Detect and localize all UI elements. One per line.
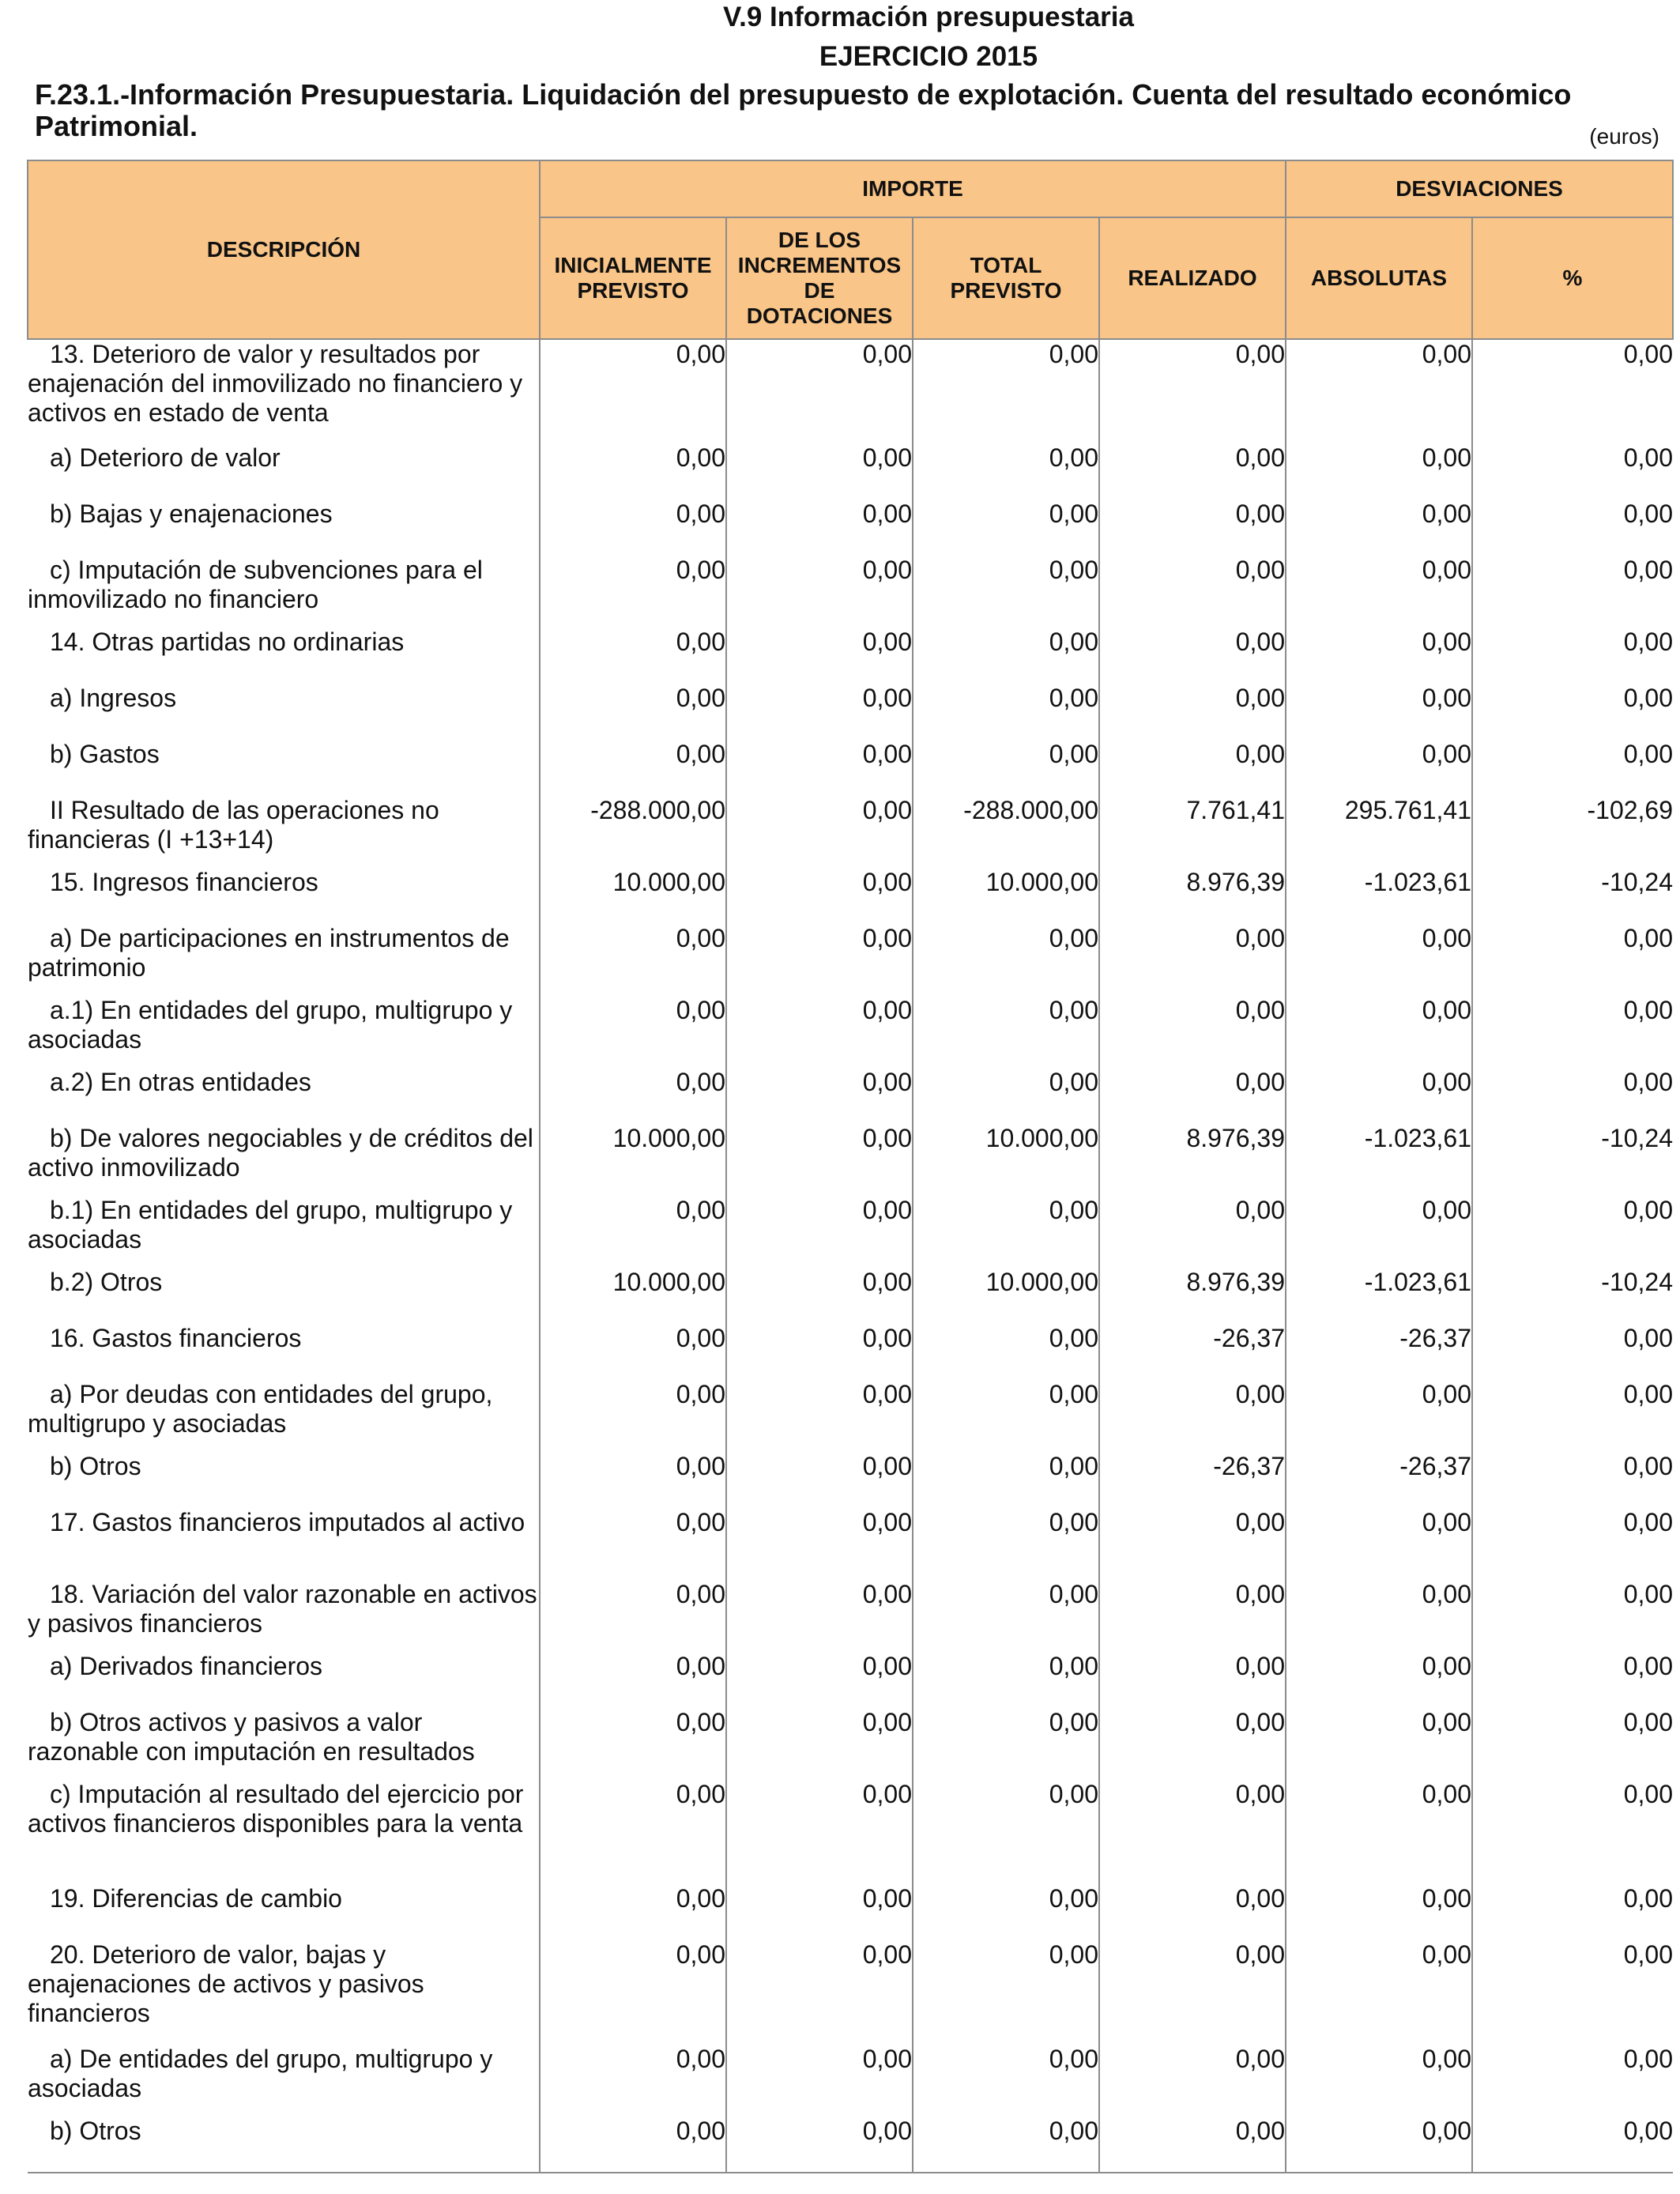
cell-incrementos: 0,00 — [726, 1268, 913, 1324]
cell-realizado: 0,00 — [1099, 1884, 1286, 1940]
cell-inicialmente-previsto: 0,00 — [540, 1068, 726, 1124]
cell-realizado: 8.976,39 — [1099, 1268, 1286, 1324]
cell-incrementos: 0,00 — [726, 1324, 913, 1380]
cell-incrementos: 0,00 — [726, 556, 913, 628]
cell-total-previsto: 0,00 — [913, 1068, 1099, 1124]
table-row — [28, 1452, 1673, 1508]
cell-total-previsto: 0,00 — [913, 556, 1099, 628]
cell-inicialmente-previsto: 0,00 — [540, 924, 726, 996]
cell-total-previsto: 0,00 — [913, 499, 1099, 556]
units-label: (euros) — [1589, 124, 1659, 149]
row-description: a) Derivados financieros — [50, 1652, 323, 1680]
table-row — [28, 996, 1673, 1068]
cell-percent: 0,00 — [1472, 1068, 1673, 1124]
cell-absolutas: -1.023,61 — [1286, 868, 1472, 924]
cell-absolutas: 0,00 — [1286, 628, 1472, 684]
row-description: a) De participaciones en instrumentos de patrimonio — [28, 924, 510, 982]
cell-total-previsto: 10.000,00 — [913, 1268, 1099, 1324]
cell-incrementos: 0,00 — [726, 443, 913, 499]
cell-incrementos: 0,00 — [726, 1068, 913, 1124]
cell-percent: 0,00 — [1472, 1508, 1673, 1580]
cell-absolutas: 0,00 — [1286, 1508, 1472, 1580]
row-description: b) Otros activos y pasivos a valor razonable con imputación en resultados — [28, 1708, 475, 1766]
cell-realizado: 0,00 — [1099, 499, 1286, 556]
cell-inicialmente-previsto: 0,00 — [540, 499, 726, 556]
table-row — [28, 1508, 1673, 1580]
cell-realizado: 0,00 — [1099, 740, 1286, 796]
table-row — [28, 740, 1673, 796]
row-description: 20. Deterioro de valor, bajas y enajenaciones de activos y pasivos financieros — [28, 1940, 424, 2027]
cell-incrementos: 0,00 — [726, 1652, 913, 1708]
cell-realizado: 0,00 — [1099, 2117, 1286, 2173]
table-row — [28, 796, 1673, 868]
cell-realizado: -26,37 — [1099, 1324, 1286, 1380]
cell-incrementos: 0,00 — [726, 1124, 913, 1196]
row-description: a) Por deudas con entidades del grupo, multigrupo y asociadas — [28, 1380, 493, 1438]
cell-percent: 0,00 — [1472, 1380, 1673, 1452]
cell-percent: -10,24 — [1472, 1268, 1673, 1324]
col-header-realizado: REALIZADO — [1099, 217, 1286, 339]
row-description: 16. Gastos financieros — [50, 1324, 302, 1352]
cell-percent: 0,00 — [1472, 339, 1673, 443]
cell-realizado: 0,00 — [1099, 443, 1286, 499]
cell-total-previsto: 0,00 — [913, 1324, 1099, 1380]
cell-inicialmente-previsto: -288.000,00 — [540, 796, 726, 868]
cell-absolutas: 0,00 — [1286, 1708, 1472, 1780]
cell-realizado: 0,00 — [1099, 1580, 1286, 1652]
row-description: b) Otros — [28, 2117, 540, 2173]
cell-percent: 0,00 — [1472, 2117, 1673, 2173]
row-description: a) De entidades del grupo, multigrupo y asociadas — [28, 2045, 493, 2102]
cell-realizado: 0,00 — [1099, 2045, 1286, 2117]
cell-incrementos: 0,00 — [726, 2117, 913, 2173]
col-group-desviaciones: DESVIACIONES — [1286, 160, 1673, 217]
cell-total-previsto: 0,00 — [913, 996, 1099, 1068]
table-row — [28, 1884, 1673, 1940]
cell-percent: 0,00 — [1472, 996, 1673, 1068]
cell-incrementos: 0,00 — [726, 1884, 913, 1940]
cell-percent: 0,00 — [1472, 740, 1673, 796]
cell-absolutas: 0,00 — [1286, 1580, 1472, 1652]
cell-inicialmente-previsto: 0,00 — [540, 339, 726, 443]
cell-incrementos: 0,00 — [726, 1780, 913, 1884]
table-row — [28, 628, 1673, 684]
cell-absolutas: 0,00 — [1286, 443, 1472, 499]
col-header-incrementos: DE LOS INCREMENTOS DE DOTACIONES — [726, 217, 913, 339]
cell-percent: 0,00 — [1472, 499, 1673, 556]
cell-absolutas: -1.023,61 — [1286, 1124, 1472, 1196]
cell-inicialmente-previsto: 0,00 — [540, 1324, 726, 1380]
cell-inicialmente-previsto: 10.000,00 — [540, 1124, 726, 1196]
cell-inicialmente-previsto: 0,00 — [540, 1196, 726, 1268]
cell-total-previsto: 0,00 — [913, 1652, 1099, 1708]
cell-incrementos: 0,00 — [726, 740, 913, 796]
row-description: b.1) En entidades del grupo, multigrupo y asociadas — [28, 1196, 513, 1253]
header-row-groups — [28, 160, 1673, 217]
cell-incrementos: 0,00 — [726, 1940, 913, 2045]
table-row — [28, 1940, 1673, 2045]
cell-inicialmente-previsto: 0,00 — [540, 628, 726, 684]
cell-percent: 0,00 — [1472, 1708, 1673, 1780]
table-row — [28, 2045, 1673, 2117]
cell-incrementos: 0,00 — [726, 1580, 913, 1652]
cell-total-previsto: 0,00 — [913, 1780, 1099, 1884]
cell-inicialmente-previsto: 0,00 — [540, 1580, 726, 1652]
cell-total-previsto: 0,00 — [913, 2045, 1099, 2117]
cell-total-previsto: 0,00 — [913, 1884, 1099, 1940]
cell-absolutas: 0,00 — [1286, 996, 1472, 1068]
cell-percent: 0,00 — [1472, 1652, 1673, 1708]
cell-absolutas: -26,37 — [1286, 1452, 1472, 1508]
cell-percent: 0,00 — [1472, 1884, 1673, 1940]
cell-absolutas: -1.023,61 — [1286, 1268, 1472, 1324]
cell-total-previsto: 0,00 — [913, 1380, 1099, 1452]
cell-percent: 0,00 — [1472, 1580, 1673, 1652]
cell-inicialmente-previsto: 0,00 — [540, 996, 726, 1068]
cell-total-previsto: 0,00 — [913, 684, 1099, 740]
cell-absolutas: 0,00 — [1286, 740, 1472, 796]
cell-total-previsto: 0,00 — [913, 1940, 1099, 2045]
cell-realizado: 8.976,39 — [1099, 1124, 1286, 1196]
cell-incrementos: 0,00 — [726, 1708, 913, 1780]
cell-incrementos: 0,00 — [726, 1508, 913, 1580]
row-description: b.2) Otros — [50, 1268, 163, 1296]
row-description: c) Imputación de subvenciones para el inmovilizado no financiero — [28, 556, 483, 613]
cell-realizado: 0,00 — [1099, 1508, 1286, 1580]
table-row — [28, 1380, 1673, 1452]
cell-absolutas: 0,00 — [1286, 1940, 1472, 2045]
row-description: II Resultado de las operaciones no financieras (I +13+14) — [28, 796, 439, 854]
cell-total-previsto: 0,00 — [913, 2117, 1099, 2173]
row-description: 14. Otras partidas no ordinarias — [50, 628, 405, 656]
cell-realizado: 0,00 — [1099, 628, 1286, 684]
col-header-percent: % — [1472, 217, 1673, 339]
cell-percent: 0,00 — [1472, 684, 1673, 740]
col-header-absolutas: ABSOLUTAS — [1286, 217, 1472, 339]
cell-total-previsto: 0,00 — [913, 628, 1099, 684]
col-header-total-previsto: TOTAL PREVISTO — [913, 217, 1099, 339]
cell-inicialmente-previsto: 0,00 — [540, 2045, 726, 2117]
cell-absolutas: 0,00 — [1286, 2117, 1472, 2173]
year-title: EJERCICIO 2015 — [819, 41, 1038, 72]
cell-incrementos: 0,00 — [726, 2045, 913, 2117]
cell-realizado: 0,00 — [1099, 1196, 1286, 1268]
cell-inicialmente-previsto: 0,00 — [540, 1780, 726, 1884]
cell-realizado: -26,37 — [1099, 1452, 1286, 1508]
cell-realizado: 0,00 — [1099, 996, 1286, 1068]
cell-inicialmente-previsto: 0,00 — [540, 1380, 726, 1452]
cell-incrementos: 0,00 — [726, 796, 913, 868]
row-description: 15. Ingresos financieros — [50, 868, 318, 896]
cell-realizado: 0,00 — [1099, 1780, 1286, 1884]
cell-percent: 0,00 — [1472, 556, 1673, 628]
cell-absolutas: 0,00 — [1286, 556, 1472, 628]
row-description: 17. Gastos financieros imputados al activo — [50, 1508, 525, 1536]
cell-inicialmente-previsto: 0,00 — [540, 1884, 726, 1940]
cell-incrementos: 0,00 — [726, 684, 913, 740]
row-description: b) Bajas y enajenaciones — [50, 499, 333, 528]
cell-total-previsto: -288.000,00 — [913, 796, 1099, 868]
row-description: 19. Diferencias de cambio — [50, 1884, 342, 1913]
table-row — [28, 2117, 1673, 2173]
row-description: 18. Variación del valor razonable en activos y pasivos financieros — [28, 1580, 537, 1638]
cell-total-previsto: 0,00 — [913, 443, 1099, 499]
cell-inicialmente-previsto: 0,00 — [540, 1940, 726, 2045]
cell-inicialmente-previsto: 0,00 — [540, 2117, 726, 2173]
cell-absolutas: 0,00 — [1286, 924, 1472, 996]
cell-percent: -10,24 — [1472, 1124, 1673, 1196]
table-row — [28, 1068, 1673, 1124]
cell-total-previsto: 0,00 — [913, 1196, 1099, 1268]
cell-absolutas: 0,00 — [1286, 1780, 1472, 1884]
cell-absolutas: 0,00 — [1286, 1380, 1472, 1452]
cell-total-previsto: 10.000,00 — [913, 868, 1099, 924]
cell-percent: 0,00 — [1472, 1780, 1673, 1884]
budget-table — [27, 160, 1674, 2173]
cell-realizado: 8.976,39 — [1099, 868, 1286, 924]
cell-incrementos: 0,00 — [726, 868, 913, 924]
cell-inicialmente-previsto: 10.000,00 — [540, 1268, 726, 1324]
cell-realizado: 7.761,41 — [1099, 796, 1286, 868]
table-row — [28, 499, 1673, 556]
table-row — [28, 556, 1673, 628]
cell-incrementos: 0,00 — [726, 339, 913, 443]
section-title: V.9 Información presupuestaria — [723, 2, 1134, 32]
cell-realizado: 0,00 — [1099, 1380, 1286, 1452]
cell-realizado: 0,00 — [1099, 1652, 1286, 1708]
cell-absolutas: 0,00 — [1286, 1884, 1472, 1940]
row-description: a) Deterioro de valor — [50, 443, 281, 472]
cell-percent: 0,00 — [1472, 1940, 1673, 2045]
cell-absolutas: -26,37 — [1286, 1324, 1472, 1380]
cell-total-previsto: 0,00 — [913, 740, 1099, 796]
cell-inicialmente-previsto: 0,00 — [540, 1508, 726, 1580]
cell-total-previsto: 0,00 — [913, 1580, 1099, 1652]
row-description: b) Gastos — [50, 740, 160, 768]
cell-incrementos: 0,00 — [726, 1196, 913, 1268]
cell-total-previsto: 0,00 — [913, 924, 1099, 996]
col-group-importe: IMPORTE — [540, 160, 1286, 217]
cell-absolutas: 0,00 — [1286, 2045, 1472, 2117]
cell-percent: 0,00 — [1472, 924, 1673, 996]
col-header-descripcion: DESCRIPCIÓN — [28, 160, 540, 339]
row-description: b) De valores negociables y de créditos del activo inmovilizado — [28, 1124, 533, 1182]
cell-percent: 0,00 — [1472, 628, 1673, 684]
cell-percent: -102,69 — [1472, 796, 1673, 868]
cell-percent: 0,00 — [1472, 1452, 1673, 1508]
table-row — [28, 868, 1673, 924]
cell-incrementos: 0,00 — [726, 1380, 913, 1452]
cell-percent: 0,00 — [1472, 1196, 1673, 1268]
row-description: a.1) En entidades del grupo, multigrupo y asociadas — [28, 996, 513, 1054]
cell-inicialmente-previsto: 0,00 — [540, 1708, 726, 1780]
table-row — [28, 1196, 1673, 1268]
cell-realizado: 0,00 — [1099, 556, 1286, 628]
cell-percent: 0,00 — [1472, 443, 1673, 499]
row-description: 13. Deterioro de valor y resultados por enajenación del inmovilizado no financiero y activos en estado de venta — [28, 340, 523, 427]
cell-percent: -10,24 — [1472, 868, 1673, 924]
cell-total-previsto: 0,00 — [913, 339, 1099, 443]
report-title: F.23.1.-Información Presupuestaria. Liquidación del presupuesto de explotación. Cuenta del resultado económico Patrimonial. — [35, 78, 1572, 142]
cell-absolutas: 0,00 — [1286, 684, 1472, 740]
cell-absolutas: 0,00 — [1286, 339, 1472, 443]
cell-inicialmente-previsto: 0,00 — [540, 1652, 726, 1708]
cell-inicialmente-previsto: 0,00 — [540, 556, 726, 628]
table-row — [28, 1780, 1673, 1884]
table-row — [28, 1708, 1673, 1780]
table-row — [28, 1652, 1673, 1708]
cell-incrementos: 0,00 — [726, 628, 913, 684]
cell-absolutas: 0,00 — [1286, 1652, 1472, 1708]
cell-total-previsto: 0,00 — [913, 1508, 1099, 1580]
cell-incrementos: 0,00 — [726, 996, 913, 1068]
table-row — [28, 1124, 1673, 1196]
cell-total-previsto: 0,00 — [913, 1452, 1099, 1508]
cell-absolutas: 0,00 — [1286, 1196, 1472, 1268]
cell-inicialmente-previsto: 0,00 — [540, 684, 726, 740]
row-description: b) Otros — [50, 1452, 141, 1480]
col-header-inicialmente-previsto: INICIALMENTE PREVISTO — [540, 217, 726, 339]
cell-total-previsto: 10.000,00 — [913, 1124, 1099, 1196]
cell-inicialmente-previsto: 0,00 — [540, 1452, 726, 1508]
table-row — [28, 1324, 1673, 1380]
cell-realizado: 0,00 — [1099, 1068, 1286, 1124]
cell-incrementos: 0,00 — [726, 499, 913, 556]
cell-percent: 0,00 — [1472, 1324, 1673, 1380]
cell-inicialmente-previsto: 10.000,00 — [540, 868, 726, 924]
cell-realizado: 0,00 — [1099, 684, 1286, 740]
row-description: a) Ingresos — [50, 684, 177, 712]
table-row — [28, 339, 1673, 443]
cell-realizado: 0,00 — [1099, 339, 1286, 443]
table-row — [28, 1580, 1673, 1652]
cell-realizado: 0,00 — [1099, 1940, 1286, 2045]
cell-inicialmente-previsto: 0,00 — [540, 740, 726, 796]
cell-percent: 0,00 — [1472, 2045, 1673, 2117]
cell-incrementos: 0,00 — [726, 1452, 913, 1508]
row-description: a.2) En otras entidades — [50, 1068, 311, 1096]
table-row — [28, 924, 1673, 996]
cell-absolutas: 0,00 — [1286, 499, 1472, 556]
cell-realizado: 0,00 — [1099, 1708, 1286, 1780]
cell-absolutas: 295.761,41 — [1286, 796, 1472, 868]
cell-inicialmente-previsto: 0,00 — [540, 443, 726, 499]
cell-absolutas: 0,00 — [1286, 1068, 1472, 1124]
table-row — [28, 1268, 1673, 1324]
cell-realizado: 0,00 — [1099, 924, 1286, 996]
table-row — [28, 684, 1673, 740]
table-row — [28, 443, 1673, 499]
cell-total-previsto: 0,00 — [913, 1708, 1099, 1780]
cell-incrementos: 0,00 — [726, 924, 913, 996]
row-description: c) Imputación al resultado del ejercicio por activos financieros disponibles para la venta — [28, 1780, 524, 1838]
